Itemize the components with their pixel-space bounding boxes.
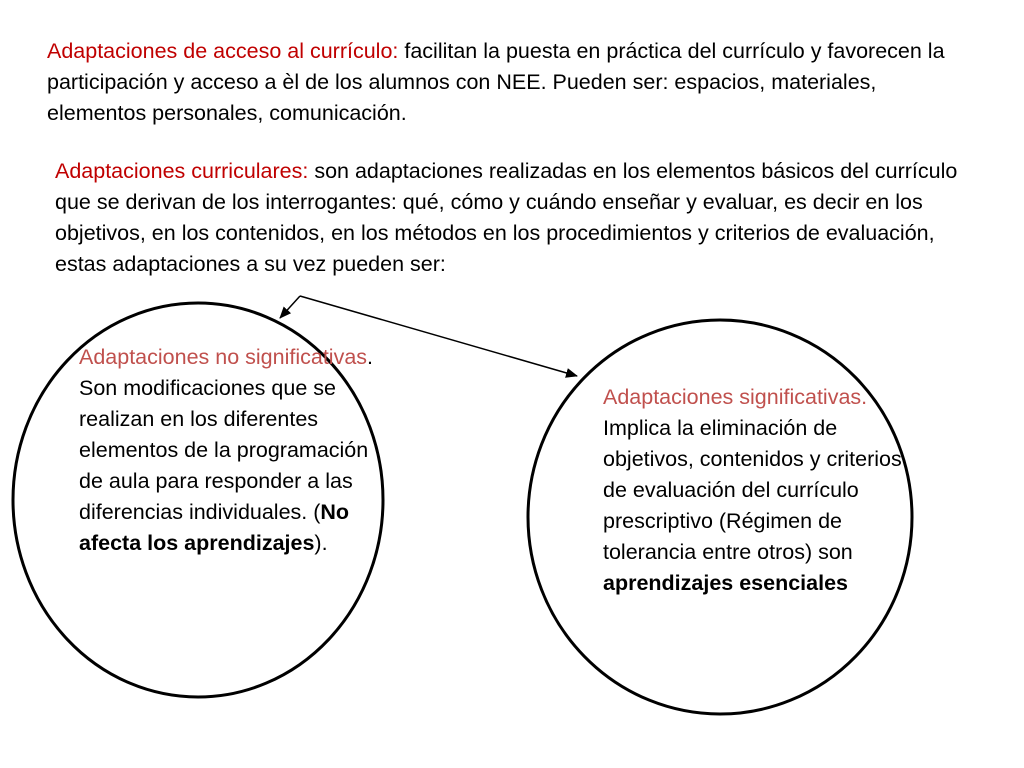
curricular-adaptations-text: son adaptaciones realizadas en los elementos básicos del currículo que se derivan de los interrogantes: qué, cómo y cuándo enseñar y evaluar, es decir en los objetivos, en los contenidos, en los métodos en los procedimientos y criterios de evaluación, estas adaptaciones a su vez pueden ser: <box>55 159 958 276</box>
significant-body: Implica la eliminación de objetivos, contenidos y criterios de evaluación del currículo prescriptivo (Régimen de tolerancia entre otros) son <box>603 416 902 564</box>
access-adaptations-term: Adaptaciones de acceso al currículo <box>47 39 393 63</box>
non-significant-body: . Son modificaciones que se realizan en los diferentes elementos de la programación de aula para responder a las diferencias individuales. ( <box>79 345 374 524</box>
non-significant-end: ). <box>314 531 328 555</box>
significant-bold: aprendizajes esenciales <box>603 571 849 595</box>
significant-term: Adaptaciones significativas. <box>603 385 868 409</box>
non-significant-bold: No afecta los aprendizajes <box>79 500 350 555</box>
access-adaptations-text: facilitan la puesta en práctica del currículo y favorecen la participación y acceso a èl de los alumnos con NEE. Pueden ser: espacios, materiales, elementos personales, comunicación. <box>47 39 945 125</box>
arrow-to-non-significant <box>280 296 300 318</box>
non-significant-term: Adaptaciones no significativas <box>79 345 368 369</box>
curricular-adaptations-term: Adaptaciones curriculares: <box>55 159 309 183</box>
non-significant-text <box>79 342 379 559</box>
significant-text <box>603 382 903 599</box>
access-adaptations-sep: : <box>392 39 399 63</box>
